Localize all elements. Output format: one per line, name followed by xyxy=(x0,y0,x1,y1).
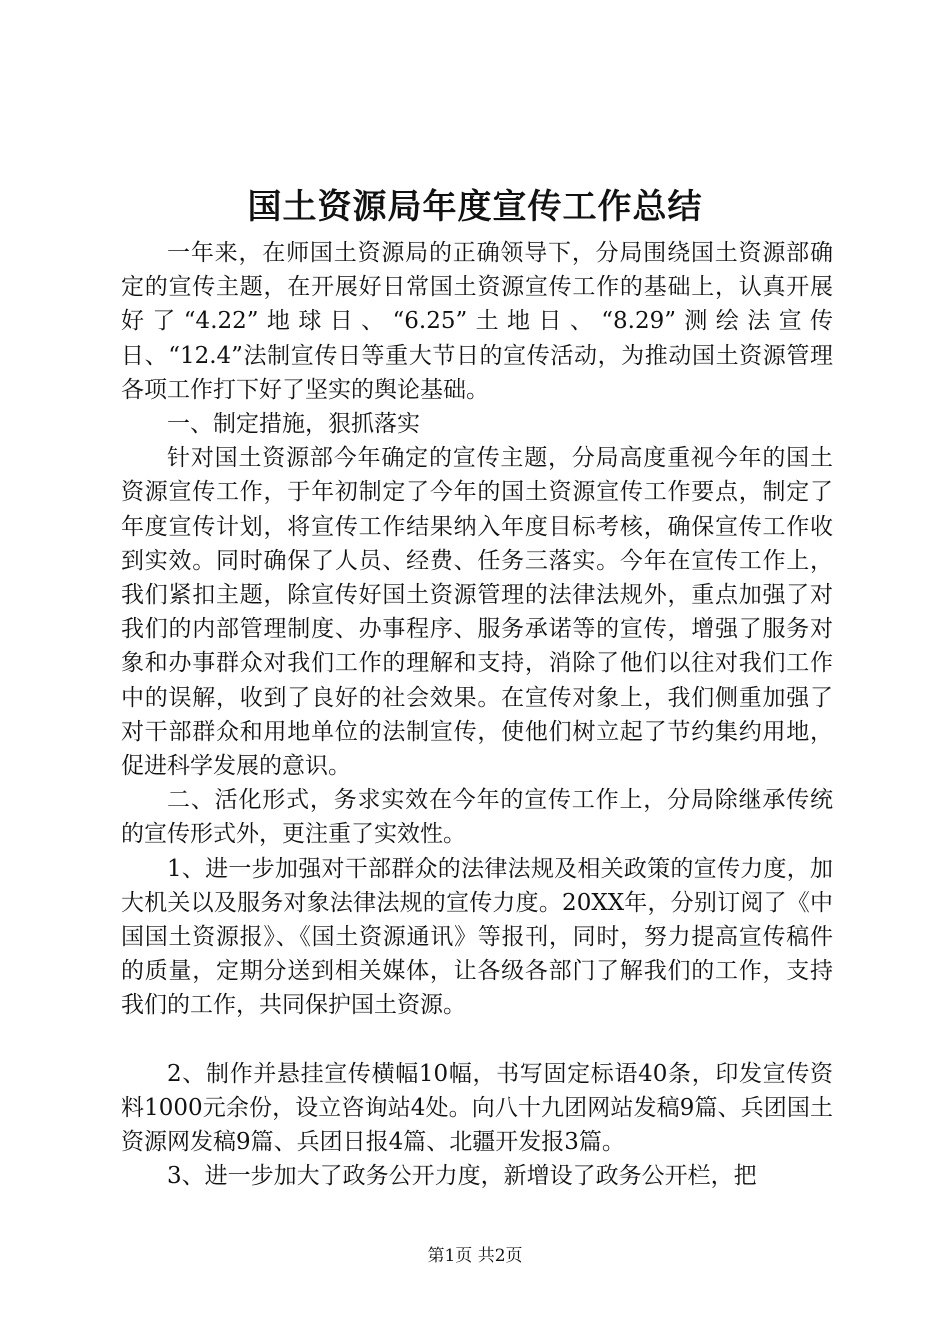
document-body xyxy=(121,236,833,1194)
paragraph-spacer xyxy=(121,1023,833,1057)
item-3-paragraph: 3、进一步加大了政务公开力度，新增设了政务公开栏，把 xyxy=(167,1163,757,1190)
item-1-paragraph: 1、进一步加强对干部群众的法律法规及相关政策的宣传力度，加大机关以及服务对象法律法规的宣传力度。20XX年，分别订阅了《中国国土资源报》、《国土资源通讯》等报刊，同时，努力提高宣传稿件的质量，定期分送到相关媒体，让各级各部门了解我们的工作，支持我们的工作，共同保护国土资源。 xyxy=(121,855,833,1019)
page-footer: 第1页 共2页 xyxy=(427,1246,523,1266)
intro-paragraph: 一年来，在师国土资源局的正确领导下，分局围绕国土资源部确定的宣传主题，在开展好日常国土资源宣传工作的基础上，认真开展好了“4.22”地球日、“6.25”土地日、“8.29”测绘法宣传日、“12.4”法制宣传日等重大节日的宣传活动，为推动国土资源管理各项工作打下好了坚实的舆论基础。 xyxy=(121,240,833,403)
item-2-paragraph: 2、制作并悬挂宣传横幅10幅，书写固定标语40条，印发宣传资料1000元余份，设立咨询站4处。向八十九团网站发稿9篇、兵团国土资源网发稿9篇、兵团日报4篇、北疆开发报3篇。 xyxy=(121,1060,833,1156)
section-heading-1: 一、制定措施，狠抓落实 xyxy=(167,411,420,438)
document-title: 国土资源局年度宣传工作总结 xyxy=(247,187,703,227)
section-heading-2: 二、活化形式，务求实效在今年的宣传工作上，分局除继承传统的宣传形式外，更注重了实效性。 xyxy=(121,787,833,848)
section-1-paragraph: 针对国土资源部今年确定的宣传主题，分局高度重视今年的国土资源宣传工作，于年初制定了今年的国土资源宣传工作要点，制定了年度宣传计划，将宣传工作结果纳入年度目标考核，确保宣传工作收到实效。同时确保了人员、经费、任务三落实。今年在宣传工作上，我们紧扣主题，除宣传好国土资源管理的法律法规外，重点加强了对我们的内部管理制度、办事程序、服务承诺等的宣传，增强了服务对象和办事群众对我们工作的理解和支持，消除了他们以往对我们工作中的误解，收到了良好的社会效果。在宣传对象上，我们侧重加强了对干部群众和用地单位的法制宣传，使他们树立起了节约集约用地，促进科学发展的意识。 xyxy=(121,445,833,780)
